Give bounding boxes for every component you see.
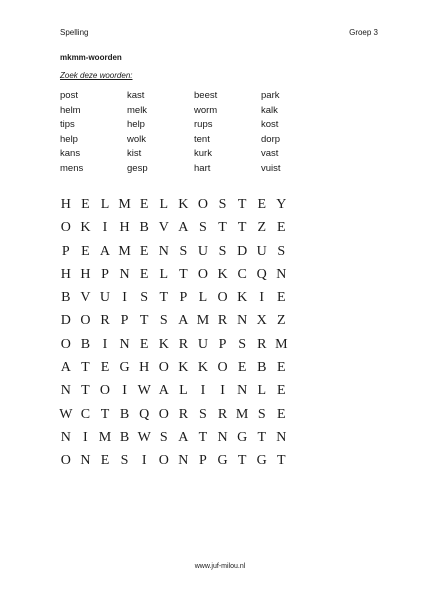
grid-letter[interactable]: L [179,383,188,399]
grid-letter[interactable]: S [179,243,188,259]
word-item: vuist [261,162,281,174]
word-item: post [60,90,78,101]
word-item: vast [261,148,279,160]
grid-letter[interactable]: S [218,243,227,259]
grid-letter[interactable]: I [122,383,127,399]
word-item: tips [60,119,75,131]
grid-letter[interactable]: B [119,429,130,445]
grid-letter[interactable]: M [235,406,249,422]
word-item: help [127,119,145,131]
grid-letter[interactable]: A [178,220,189,236]
grid-letter[interactable]: S [159,429,168,445]
grid-letter[interactable]: P [120,313,129,329]
grid-letter[interactable]: H [80,266,91,282]
grid-letter[interactable]: O [60,453,71,469]
grid-letter[interactable]: T [257,429,267,445]
grid-letter[interactable]: T [277,453,286,469]
grid-letter[interactable]: H [139,360,150,376]
grid-letter[interactable]: O [60,220,71,236]
grid-letter[interactable]: R [257,336,267,352]
word-item: kurk [194,148,212,160]
grid-letter[interactable]: S [218,197,227,212]
grid-letter[interactable]: A [178,429,189,445]
grid-letter[interactable]: P [179,290,188,306]
grid-letter[interactable]: X [256,313,267,329]
grid-letter[interactable]: R [217,406,228,422]
grid-letter[interactable]: K [178,360,189,376]
grid-letter[interactable]: E [139,243,149,259]
grid-letter[interactable]: K [217,266,228,282]
grid-letter[interactable]: S [120,453,129,469]
grid-letter[interactable]: O [158,406,169,422]
word-item: hart [194,162,211,174]
grid-letter[interactable]: B [119,406,130,422]
grid-letter[interactable]: T [81,360,90,376]
word-list [60,89,328,177]
word-item: park [261,90,280,101]
grid-letter[interactable]: L [257,383,267,399]
instruction-text: Zoek deze woorden: [60,71,133,80]
grid-letter[interactable]: K [158,336,169,352]
grid-letter[interactable]: M [196,313,210,329]
grid-letter[interactable]: W [137,429,151,445]
grid-letter[interactable]: K [197,360,209,376]
header-left-text: Spelling [60,28,89,37]
grid-letter[interactable]: N [60,429,71,445]
grid-letter[interactable]: O [197,197,209,212]
grid-letter[interactable]: T [237,453,247,469]
grid-letter[interactable]: W [137,383,151,399]
grid-letter[interactable]: R [178,406,189,422]
grid-letter[interactable]: N [119,336,130,352]
word-item: helm [60,104,81,116]
grid-letter[interactable]: K [80,220,91,236]
grid-letter[interactable]: N [237,383,248,399]
grid-letter[interactable]: U [197,243,209,259]
grid-letter[interactable]: H [60,266,71,282]
word-item: beest [194,90,218,101]
grid-letter[interactable]: Q [256,266,267,282]
word-item: kast [127,90,145,101]
grid-letter[interactable]: E [100,453,110,469]
grid-letter[interactable]: B [61,290,71,306]
grid-letter[interactable]: B [257,360,267,376]
grid-letter[interactable]: I [122,290,127,306]
grid-letter[interactable]: E [237,360,247,376]
grid-letter[interactable]: M [275,336,288,352]
grid-letter[interactable]: M [118,197,131,212]
grid-letter[interactable]: R [178,336,189,352]
grid-letter[interactable]: N [276,266,287,282]
grid-letter[interactable]: C [80,406,91,422]
grid-letter[interactable]: E [139,197,149,212]
grid-letter[interactable]: N [276,429,287,445]
grid-letter[interactable]: N [217,429,228,445]
grid-letter[interactable]: S [238,336,247,352]
grid-letter[interactable]: E [277,383,286,399]
grid-letter[interactable]: E [277,290,286,306]
word-item: rups [194,119,213,131]
grid-letter[interactable]: O [99,383,111,399]
grid-letter[interactable]: I [200,383,206,399]
footer-url: www.juf-milou.nl [194,563,246,570]
grid-letter[interactable]: A [60,360,71,376]
word-item: mens [60,162,84,174]
grid-letter[interactable]: T [218,220,227,236]
grid-letter[interactable]: I [141,453,147,469]
grid-letter[interactable]: P [101,266,109,282]
grid-letter[interactable]: S [199,406,207,422]
grid-letter[interactable]: Y [276,197,287,212]
word-item: kans [60,148,81,160]
grid-letter[interactable]: N [80,453,91,469]
grid-letter[interactable]: U [99,290,111,306]
grid-letter[interactable]: Z [277,313,286,329]
grid-letter[interactable]: T [100,406,110,422]
grid-letter[interactable]: B [80,336,91,352]
grid-letter[interactable]: E [81,197,90,212]
grid-letter[interactable]: I [83,429,88,445]
grid-letter[interactable]: K [237,290,248,306]
grid-letter[interactable]: O [80,313,91,329]
word-item: tent [194,133,210,145]
word-item: dorp [261,133,281,145]
grid-letter[interactable]: H [60,197,71,212]
word-item: melk [127,104,148,116]
grid-letter[interactable]: L [198,290,208,306]
grid-letter[interactable]: V [158,220,169,236]
grid-letter[interactable]: W [59,406,73,422]
word-item: gesp [127,162,148,174]
grid-letter[interactable]: A [158,383,169,399]
grid-letter[interactable]: R [100,313,110,329]
grid-letter[interactable]: H [119,220,130,236]
grid-letter[interactable]: T [139,313,149,329]
grid-letter[interactable]: I [220,383,225,399]
grid-letter[interactable]: I [259,290,265,306]
grid-letter[interactable]: S [159,313,168,329]
grid-letter[interactable]: O [217,360,228,376]
grid-letter[interactable]: E [277,406,286,422]
grid-letter[interactable]: C [237,266,247,282]
grid-letter[interactable]: E [100,360,110,376]
grid-letter[interactable]: O [158,360,169,376]
word-search-grid [56,193,291,473]
grid-letter[interactable]: G [217,453,228,469]
grid-letter[interactable]: K [178,197,189,212]
worksheet-title: mkmm-woorden [60,53,122,62]
grid-letter[interactable]: M [118,243,131,259]
grid-letter[interactable]: E [139,266,149,282]
grid-letter[interactable]: S [140,290,149,306]
grid-letter[interactable]: N [60,383,71,399]
grid-letter[interactable]: M [98,429,112,445]
grid-letter[interactable]: S [199,220,207,236]
grid-letter[interactable]: T [179,266,188,282]
grid-letter[interactable]: T [81,383,90,399]
grid-letter[interactable]: E [139,336,149,352]
word-item: wolk [127,133,147,145]
grid-letter[interactable]: Q [139,406,150,422]
grid-letter[interactable]: I [102,220,108,236]
grid-letter[interactable]: V [80,290,91,306]
grid-letter[interactable]: D [60,313,71,329]
grid-letter[interactable]: P [199,453,207,469]
grid-letter[interactable]: N [119,266,130,282]
grid-letter[interactable]: S [257,406,266,422]
grid-letter[interactable]: G [237,429,248,445]
grid-letter[interactable]: A [178,313,189,329]
grid-letter[interactable]: A [99,243,111,259]
grid-letter[interactable]: T [159,290,169,306]
word-item: kost [261,119,279,131]
grid-letter[interactable]: E [81,243,90,259]
grid-letter[interactable]: T [237,220,247,236]
grid-letter[interactable]: D [237,243,248,259]
grid-letter[interactable]: R [217,313,228,329]
grid-letter[interactable]: O [217,290,228,306]
grid-letter[interactable]: I [102,336,108,352]
grid-letter[interactable]: T [198,429,208,445]
grid-letter[interactable]: N [178,453,189,469]
grid-letter[interactable]: N [237,313,248,329]
word-item: kist [127,148,142,160]
header-right-text: Groep 3 [349,28,378,37]
grid-letter[interactable]: O [158,453,169,469]
grid-letter[interactable]: E [277,220,286,236]
grid-letter[interactable]: Z [257,220,267,236]
word-item: worm [194,104,218,116]
word-item: help [60,133,78,145]
grid-letter[interactable]: O [60,336,71,352]
grid-letter[interactable]: G [256,453,267,469]
word-item: kalk [261,104,278,116]
grid-letter[interactable]: L [100,197,110,212]
grid-letter[interactable]: T [237,197,247,212]
grid-letter[interactable]: B [139,220,149,236]
grid-letter[interactable]: U [197,336,209,352]
grid-letter[interactable]: S [277,243,286,259]
grid-letter[interactable]: L [159,266,169,282]
grid-letter[interactable]: G [119,360,130,376]
grid-letter[interactable]: O [197,266,209,282]
grid-letter[interactable]: N [158,243,169,259]
grid-letter[interactable]: E [277,360,286,376]
grid-letter[interactable]: U [256,243,267,259]
grid-letter[interactable]: L [159,197,169,212]
grid-letter[interactable]: E [257,197,267,212]
grid-letter[interactable]: P [218,336,227,352]
grid-letter[interactable]: P [61,243,70,259]
